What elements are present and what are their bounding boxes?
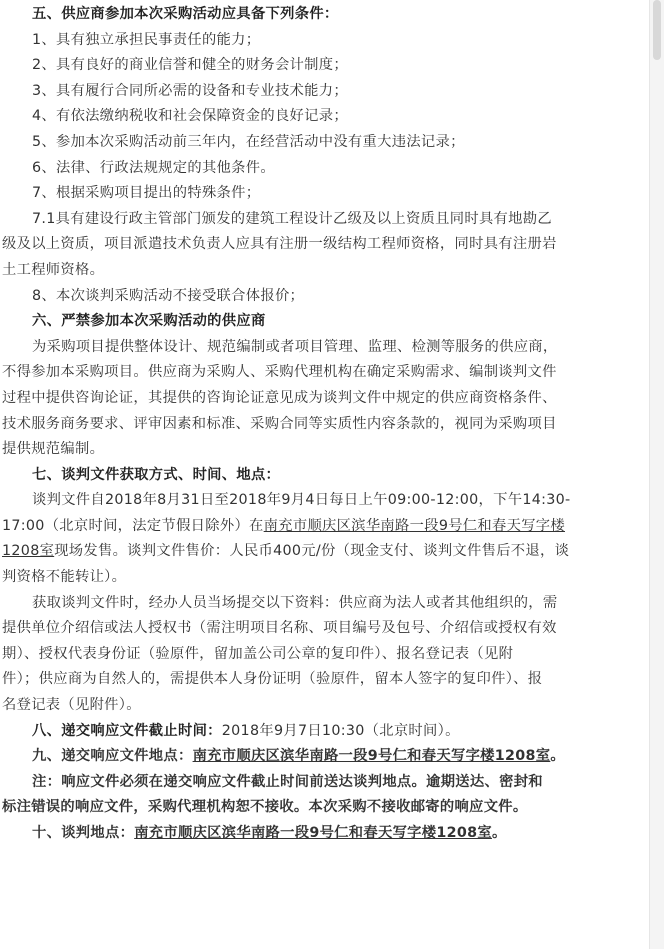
section10-address-link[interactable]: 南充市顺庆区滨华南路一段9号仁和春天写字楼1208室 [134, 825, 492, 841]
section6-text: 为采购项目提供整体设计、规范编制或者项目管理、监理、检测等服务的供应商， [32, 338, 558, 355]
section8-value: 2018年9月7日10:30（北京时间）。 [221, 722, 460, 739]
section9-suffix: 。 [550, 748, 565, 765]
section10-location [2, 821, 646, 847]
section6-heading: 六、严禁参加本次采购活动的供应商 [32, 313, 266, 330]
section6-text: 不得参加本采购项目。供应商为采购人、采购代理机构在确定采购需求、编制谈判文件 [2, 364, 557, 381]
condition-item-7-1-cont: 级及以上资质，项目派遣技术负责人应具有注册一级结构工程师资格，同时具有注册岩 [2, 236, 557, 253]
vertical-scrollbar[interactable] [649, 0, 664, 949]
section7-para2: 期）、授权代表身份证（验原件，留加盖公司公章的复印件）、报名登记表（见附 [2, 645, 514, 662]
section9-label: 九、递交响应文件地点： [32, 748, 193, 765]
address-link[interactable]: 南充市顺庆区滨华南路一段9号仁和春天写字楼 [263, 517, 565, 534]
condition-item: 2、具有良好的商业信誉和健全的财务会计制度； [32, 57, 348, 74]
condition-item: 3、具有履行合同所必需的设备和专业技术能力； [32, 82, 348, 99]
section7-para2: 提供单位介绍信或法人授权书（需注明项目名称、项目编号及包号、介绍信或授权有效 [2, 620, 557, 637]
section5-heading: 五、供应商参加本次采购活动应具备下列条件： [32, 6, 339, 22]
section10-suffix: 。 [491, 825, 507, 841]
condition-item: 5、参加本次采购活动前三年内，在经营活动中没有重大违法记录； [32, 133, 465, 150]
section6-text: 过程中提供咨询论证，其提供的咨询论证意见成为谈判文件中规定的供应商资格条件、 [2, 389, 557, 406]
section8-deadline [2, 719, 646, 745]
condition-item: 4、有依法缴纳税收和社会保障资金的良好记录； [32, 108, 348, 125]
section6-text: 技术服务商务要求、评审因素和标准、采购合同等实质性内容条款的，视同为采购项目 [2, 415, 557, 432]
section7-text-post: 现场发售。谈判文件售价：人民币400元/份（现金支付、谈判文件售后不退，谈 [54, 543, 570, 560]
condition-item: 7、根据采购项目提出的特殊条件； [32, 185, 261, 202]
condition-item-7-1: 7.1具有建设行政主管部门颁发的建筑工程设计乙级及以上资质且同时具有地勘乙 [32, 210, 552, 227]
section9-address-link[interactable]: 南充市顺庆区滨华南路一段9号仁和春天写字楼1208室 [192, 748, 551, 765]
section8-label: 八、递交响应文件截止时间： [32, 722, 222, 739]
section7-para2: 名登记表（见附件）。 [2, 697, 141, 714]
note-text: 标注错误的响应文件，采购代理机构恕不接收。本次采购不接收邮寄的响应文件。 [2, 799, 528, 816]
scrollbar-thumb[interactable] [653, 0, 661, 60]
section10-label: 十、谈判地点： [32, 825, 135, 841]
section7-para2: 件）；供应商为自然人的，需提供本人身份证明（验原件，留本人签字的复印件）、报 [2, 671, 543, 688]
section7-text [2, 514, 646, 540]
section7-para2: 获取谈判文件时，经办人员当场提交以下资料：供应商为法人或者其他组织的，需 [32, 594, 558, 611]
section7-heading: 七、谈判文件获取方式、时间、地点： [32, 466, 281, 483]
address-link-room[interactable]: 1208室 [2, 543, 55, 560]
section7-text: 谈判文件自2018年8月31日至2018年9月4日每日上午09:00-12:00，下午14:30- [32, 492, 571, 509]
section7-text-pre: 17:00（北京时间，法定节假日除外）在 [2, 517, 264, 534]
section6-text: 提供规范编制。 [2, 441, 105, 458]
condition-item-7-1-cont: 土工程师资格。 [2, 261, 105, 278]
condition-item: 1、具有独立承担民事责任的能力； [32, 31, 261, 48]
note-text: 注：响应文件必须在递交响应文件截止时间前送达谈判地点。逾期送达、密封和 [32, 773, 543, 790]
condition-item: 6、法律、行政法规规定的其他条件。 [32, 159, 275, 176]
condition-item-8: 8、本次谈判采购活动不接受联合体报价； [32, 287, 305, 304]
section7-text: 判资格不能转让）。 [2, 569, 127, 586]
section7-text [2, 539, 646, 565]
section9-location [2, 744, 646, 770]
